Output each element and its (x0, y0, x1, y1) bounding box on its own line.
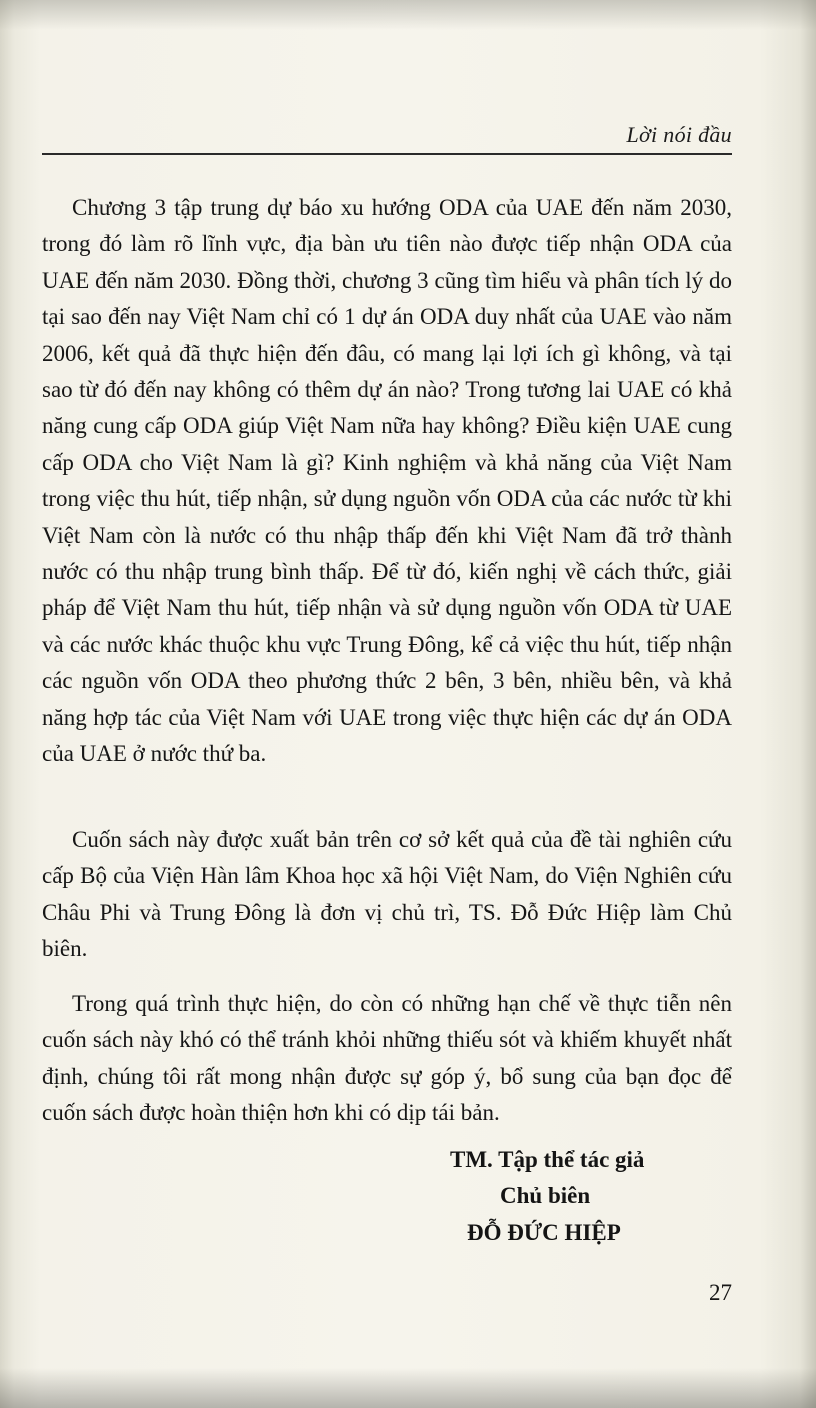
paragraph-1: Chương 3 tập trung dự báo xu hướng ODA của UAE đến năm 2030, trong đó làm rõ lĩnh vực, địa bàn ưu tiên nào được tiếp nhận ODA của UAE đến năm 2030. Đồng thời, chương 3 cũng tìm hiểu và phân tích lý do tại sao đến nay Việt Nam chỉ có 1 dự án ODA duy nhất của UAE vào năm 2006, kết quả đã thực hiện đến đâu, có mang lại lợi ích gì không, và tại sao từ đó đến nay không có thêm dự án nào? Trong tương lai UAE có khả năng cung cấp ODA giúp Việt Nam nữa hay không? Điều kiện UAE cung cấp ODA cho Việt Nam là gì? Kinh nghiệm và khả năng của Việt Nam trong việc thu hút, tiếp nhận, sử dụng nguồn vốn ODA của các nước từ khi Việt Nam còn là nước có thu nhập thấp đến khi Việt Nam đã trở thành nước có thu nhập trung bình thấp. Để từ đó, kiến nghị về cách thức, giải pháp để Việt Nam thu hút, tiếp nhận và sử dụng nguồn vốn ODA từ UAE và các nước khác thuộc khu vực Trung Đông, kể cả việc thu hút, tiếp nhận các nguồn vốn ODA theo phương thức 2 bên, 3 bên, nhiều bên, và khả năng hợp tác của Việt Nam với UAE trong việc thực hiện các dự án ODA của UAE ở nước thứ ba. (42, 195, 732, 767)
paragraph-2: Cuốn sách này được xuất bản trên cơ sở kết quả của đề tài nghiên cứu cấp Bộ của Viện Hàn lâm Khoa học xã hội Việt Nam, do Viện Nghiên cứu Châu Phi và Trung Đông là đơn vị chủ trì, TS. Đỗ Đức Hiệp làm Chủ biên. (42, 827, 732, 962)
page-number: 27 (709, 1280, 732, 1305)
signature-title: Chủ biên (500, 1183, 591, 1208)
signature-name: ĐỖ ĐỨC HIỆP (467, 1220, 621, 1245)
running-head: Lời nói đầu (626, 122, 732, 147)
paragraph-3: Trong quá trình thực hiện, do còn có những hạn chế về thực tiễn nên cuốn sách này khó có thể tránh khỏi những thiếu sót và khiếm khuyết nhất định, chúng tôi rất mong nhận được sự góp ý, bổ sung của bạn đọc để cuốn sách được hoàn thiện hơn khi có dịp tái bản. (42, 991, 732, 1126)
signature-role: TM. Tập thể tác giả (450, 1147, 645, 1172)
header-rule (42, 153, 732, 155)
body-text (42, 190, 732, 1126)
